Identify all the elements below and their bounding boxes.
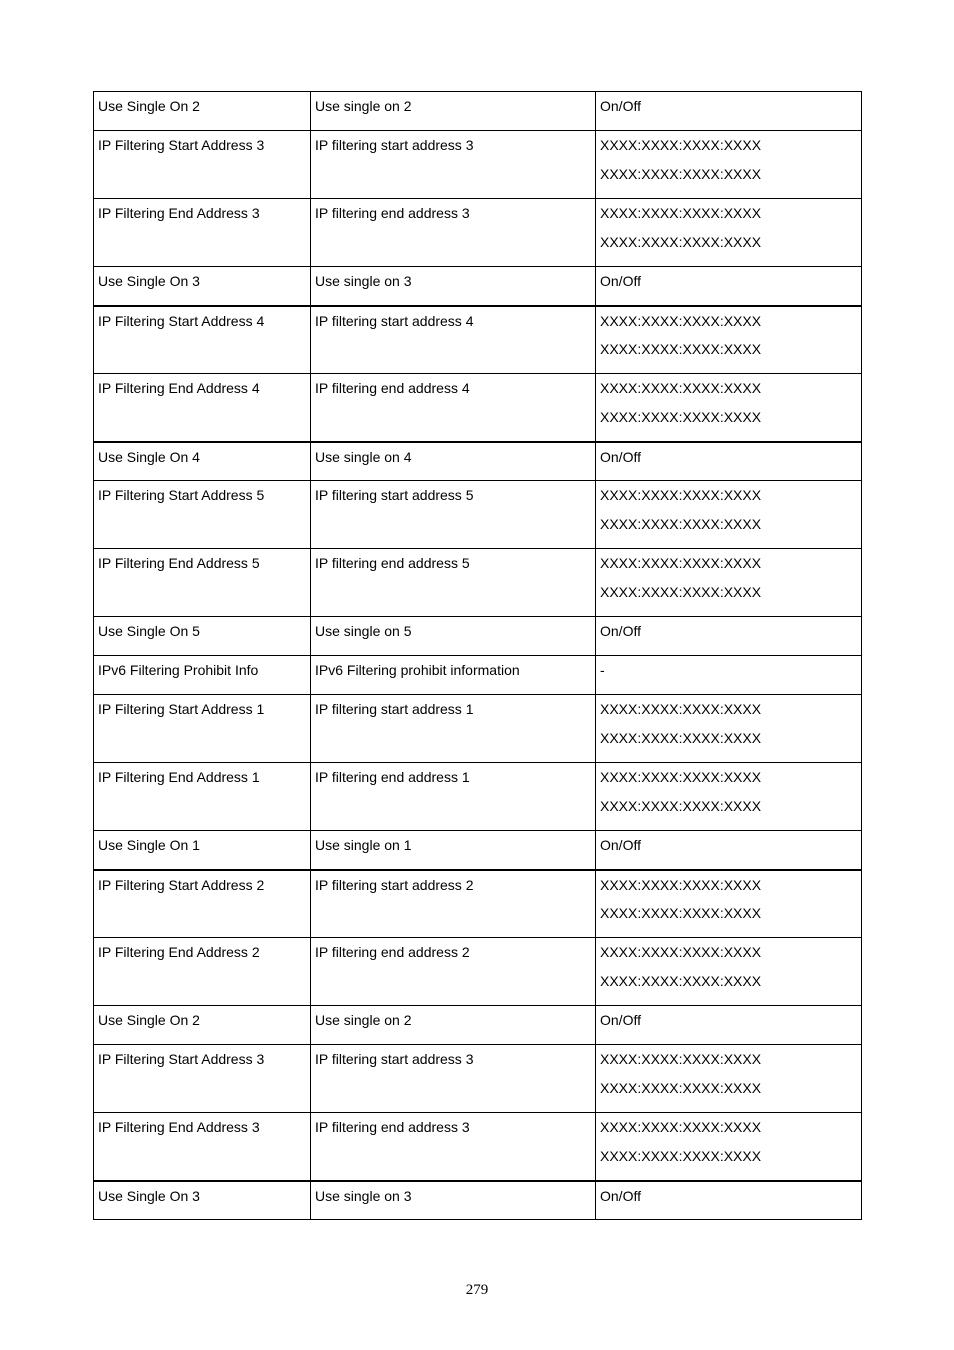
setting-description-cell xyxy=(311,617,596,656)
setting-value: On/Off xyxy=(600,98,641,114)
setting-description-cell xyxy=(311,1045,596,1113)
setting-description-cell xyxy=(311,306,596,374)
setting-value: On/Off xyxy=(600,273,641,289)
setting-name-cell xyxy=(94,1113,311,1181)
table-row xyxy=(94,1113,862,1181)
setting-name: Use Single On 3 xyxy=(98,273,200,289)
setting-name: IP Filtering End Address 2 xyxy=(98,944,260,960)
table-row xyxy=(94,92,862,131)
setting-description: IP filtering start address 1 xyxy=(315,701,474,717)
setting-value: On/Off xyxy=(600,623,641,639)
setting-value-cell xyxy=(596,442,862,481)
setting-description-cell xyxy=(311,267,596,306)
setting-description: IP filtering start address 3 xyxy=(315,1051,474,1067)
setting-description: Use single on 2 xyxy=(315,98,412,114)
setting-name: Use Single On 1 xyxy=(98,837,200,853)
table-row xyxy=(94,1181,862,1220)
setting-value-cell xyxy=(596,656,862,695)
setting-name: IP Filtering End Address 3 xyxy=(98,1119,260,1135)
setting-value-cell xyxy=(596,92,862,131)
setting-value: XXXX:XXXX:XXXX:XXXX xyxy=(600,408,762,425)
table-row xyxy=(94,481,862,549)
setting-name-cell xyxy=(94,763,311,831)
setting-name-cell xyxy=(94,617,311,656)
setting-value-cell xyxy=(596,1181,862,1220)
setting-name-cell xyxy=(94,374,311,442)
setting-description-cell xyxy=(311,442,596,481)
setting-name: IP Filtering End Address 1 xyxy=(98,769,260,785)
setting-name-cell xyxy=(94,442,311,481)
table-row xyxy=(94,695,862,763)
setting-name-cell xyxy=(94,870,311,938)
setting-value-cell xyxy=(596,831,862,870)
setting-description-cell xyxy=(311,549,596,617)
setting-name-cell xyxy=(94,1006,311,1045)
setting-name: IP Filtering Start Address 1 xyxy=(98,701,265,717)
setting-name: Use Single On 3 xyxy=(98,1187,200,1204)
setting-value: XXXX:XXXX:XXXX:XXXX xyxy=(600,769,762,785)
setting-name: Use Single On 4 xyxy=(98,448,200,465)
page-number: 279 xyxy=(465,1282,489,1298)
setting-value-cell xyxy=(596,870,862,938)
setting-description: IP filtering start address 4 xyxy=(315,312,474,329)
setting-value-cell xyxy=(596,199,862,267)
setting-name-cell xyxy=(94,481,311,549)
setting-value: XXXX:XXXX:XXXX:XXXX xyxy=(600,487,762,503)
setting-value: XXXX:XXXX:XXXX:XXXX xyxy=(600,729,762,746)
setting-description: IPv6 Filtering prohibit information xyxy=(315,662,520,678)
setting-value: XXXX:XXXX:XXXX:XXXX xyxy=(600,165,762,182)
setting-description-cell xyxy=(311,92,596,131)
setting-description-cell xyxy=(311,199,596,267)
setting-name: IP Filtering End Address 3 xyxy=(98,205,260,221)
setting-description-cell xyxy=(311,695,596,763)
setting-description-cell xyxy=(311,831,596,870)
setting-description-cell xyxy=(311,1181,596,1220)
setting-value: XXXX:XXXX:XXXX:XXXX xyxy=(600,1079,762,1096)
setting-name: IPv6 Filtering Prohibit Info xyxy=(98,662,259,678)
setting-description-cell xyxy=(311,1006,596,1045)
setting-name-cell xyxy=(94,1045,311,1113)
setting-description: Use single on 4 xyxy=(315,448,412,465)
setting-name: IP Filtering End Address 4 xyxy=(98,380,260,396)
table-row xyxy=(94,831,862,870)
setting-description: IP filtering end address 3 xyxy=(315,1119,470,1135)
setting-value-cell xyxy=(596,1006,862,1045)
settings-table xyxy=(93,91,862,1220)
setting-description: IP filtering start address 3 xyxy=(315,137,474,153)
setting-value: XXXX:XXXX:XXXX:XXXX xyxy=(600,944,762,960)
setting-value: On/Off xyxy=(600,448,641,465)
setting-value-cell xyxy=(596,763,862,831)
setting-description: IP filtering end address 1 xyxy=(315,769,470,785)
setting-value: XXXX:XXXX:XXXX:XXXX xyxy=(600,233,762,250)
setting-value: XXXX:XXXX:XXXX:XXXX xyxy=(600,1051,762,1067)
setting-description: IP filtering end address 2 xyxy=(315,944,470,960)
setting-value: XXXX:XXXX:XXXX:XXXX xyxy=(600,797,762,814)
setting-value-cell xyxy=(596,267,862,306)
table-row xyxy=(94,442,862,481)
setting-value: XXXX:XXXX:XXXX:XXXX xyxy=(600,555,762,571)
setting-value: XXXX:XXXX:XXXX:XXXX xyxy=(600,205,762,221)
settings-table-body xyxy=(94,92,862,1220)
table-row xyxy=(94,617,862,656)
setting-value-cell xyxy=(596,306,862,374)
setting-name: IP Filtering End Address 5 xyxy=(98,555,260,571)
setting-description: Use single on 5 xyxy=(315,623,412,639)
table-row xyxy=(94,1045,862,1113)
table-row xyxy=(94,306,862,374)
table-row xyxy=(94,374,862,442)
setting-description-cell xyxy=(311,763,596,831)
table-row xyxy=(94,199,862,267)
setting-value-cell xyxy=(596,1113,862,1181)
setting-name-cell xyxy=(94,199,311,267)
setting-description-cell xyxy=(311,1113,596,1181)
setting-description: Use single on 1 xyxy=(315,837,412,853)
setting-value: XXXX:XXXX:XXXX:XXXX xyxy=(600,876,762,893)
table-row xyxy=(94,938,862,1006)
setting-name: IP Filtering Start Address 3 xyxy=(98,1051,265,1067)
setting-name: IP Filtering Start Address 4 xyxy=(98,312,265,329)
setting-value: On/Off xyxy=(600,1187,641,1204)
table-row xyxy=(94,1006,862,1045)
setting-name-cell xyxy=(94,695,311,763)
setting-value: XXXX:XXXX:XXXX:XXXX xyxy=(600,1119,762,1135)
setting-value: XXXX:XXXX:XXXX:XXXX xyxy=(600,1147,762,1164)
table-row xyxy=(94,549,862,617)
setting-description: IP filtering end address 5 xyxy=(315,555,470,571)
setting-name-cell xyxy=(94,656,311,695)
setting-value: XXXX:XXXX:XXXX:XXXX xyxy=(600,972,762,989)
setting-description: Use single on 3 xyxy=(315,273,412,289)
setting-value-cell xyxy=(596,131,862,199)
setting-description-cell xyxy=(311,870,596,938)
setting-value: XXXX:XXXX:XXXX:XXXX xyxy=(600,583,762,600)
table-row xyxy=(94,131,862,199)
setting-description: Use single on 3 xyxy=(315,1187,412,1204)
setting-value-cell xyxy=(596,617,862,656)
setting-name-cell xyxy=(94,831,311,870)
setting-value-cell xyxy=(596,1045,862,1113)
setting-name-cell xyxy=(94,267,311,306)
setting-description-cell xyxy=(311,374,596,442)
setting-name-cell xyxy=(94,306,311,374)
setting-value-cell xyxy=(596,481,862,549)
setting-value: XXXX:XXXX:XXXX:XXXX xyxy=(600,701,762,717)
setting-value: XXXX:XXXX:XXXX:XXXX xyxy=(600,380,762,396)
setting-value: XXXX:XXXX:XXXX:XXXX xyxy=(600,137,762,153)
setting-name: IP Filtering Start Address 5 xyxy=(98,487,265,503)
setting-value-cell xyxy=(596,695,862,763)
setting-value: XXXX:XXXX:XXXX:XXXX xyxy=(600,341,762,357)
setting-name-cell xyxy=(94,92,311,131)
setting-name-cell xyxy=(94,1181,311,1220)
setting-description-cell xyxy=(311,938,596,1006)
setting-name: Use Single On 5 xyxy=(98,623,200,639)
setting-value: XXXX:XXXX:XXXX:XXXX xyxy=(600,905,762,921)
setting-value: XXXX:XXXX:XXXX:XXXX xyxy=(600,515,762,532)
setting-description: IP filtering end address 4 xyxy=(315,380,470,396)
setting-name-cell xyxy=(94,549,311,617)
setting-description: IP filtering end address 3 xyxy=(315,205,470,221)
setting-value: On/Off xyxy=(600,1012,641,1028)
setting-value-cell xyxy=(596,549,862,617)
setting-name-cell xyxy=(94,938,311,1006)
setting-description: IP filtering start address 5 xyxy=(315,487,474,503)
setting-description: IP filtering start address 2 xyxy=(315,876,474,893)
table-row xyxy=(94,267,862,306)
setting-description-cell xyxy=(311,656,596,695)
setting-value: - xyxy=(600,662,605,678)
setting-name: IP Filtering Start Address 3 xyxy=(98,137,265,153)
table-row xyxy=(94,763,862,831)
setting-value: XXXX:XXXX:XXXX:XXXX xyxy=(600,312,762,329)
setting-name-cell xyxy=(94,131,311,199)
setting-description-cell xyxy=(311,131,596,199)
setting-value-cell xyxy=(596,938,862,1006)
setting-name: IP Filtering Start Address 2 xyxy=(98,876,265,893)
setting-name: Use Single On 2 xyxy=(98,1012,200,1028)
setting-description-cell xyxy=(311,481,596,549)
setting-value-cell xyxy=(596,374,862,442)
table-row xyxy=(94,656,862,695)
setting-value: On/Off xyxy=(600,837,641,853)
setting-name: Use Single On 2 xyxy=(98,98,200,114)
setting-description: Use single on 2 xyxy=(315,1012,412,1028)
table-row xyxy=(94,870,862,938)
